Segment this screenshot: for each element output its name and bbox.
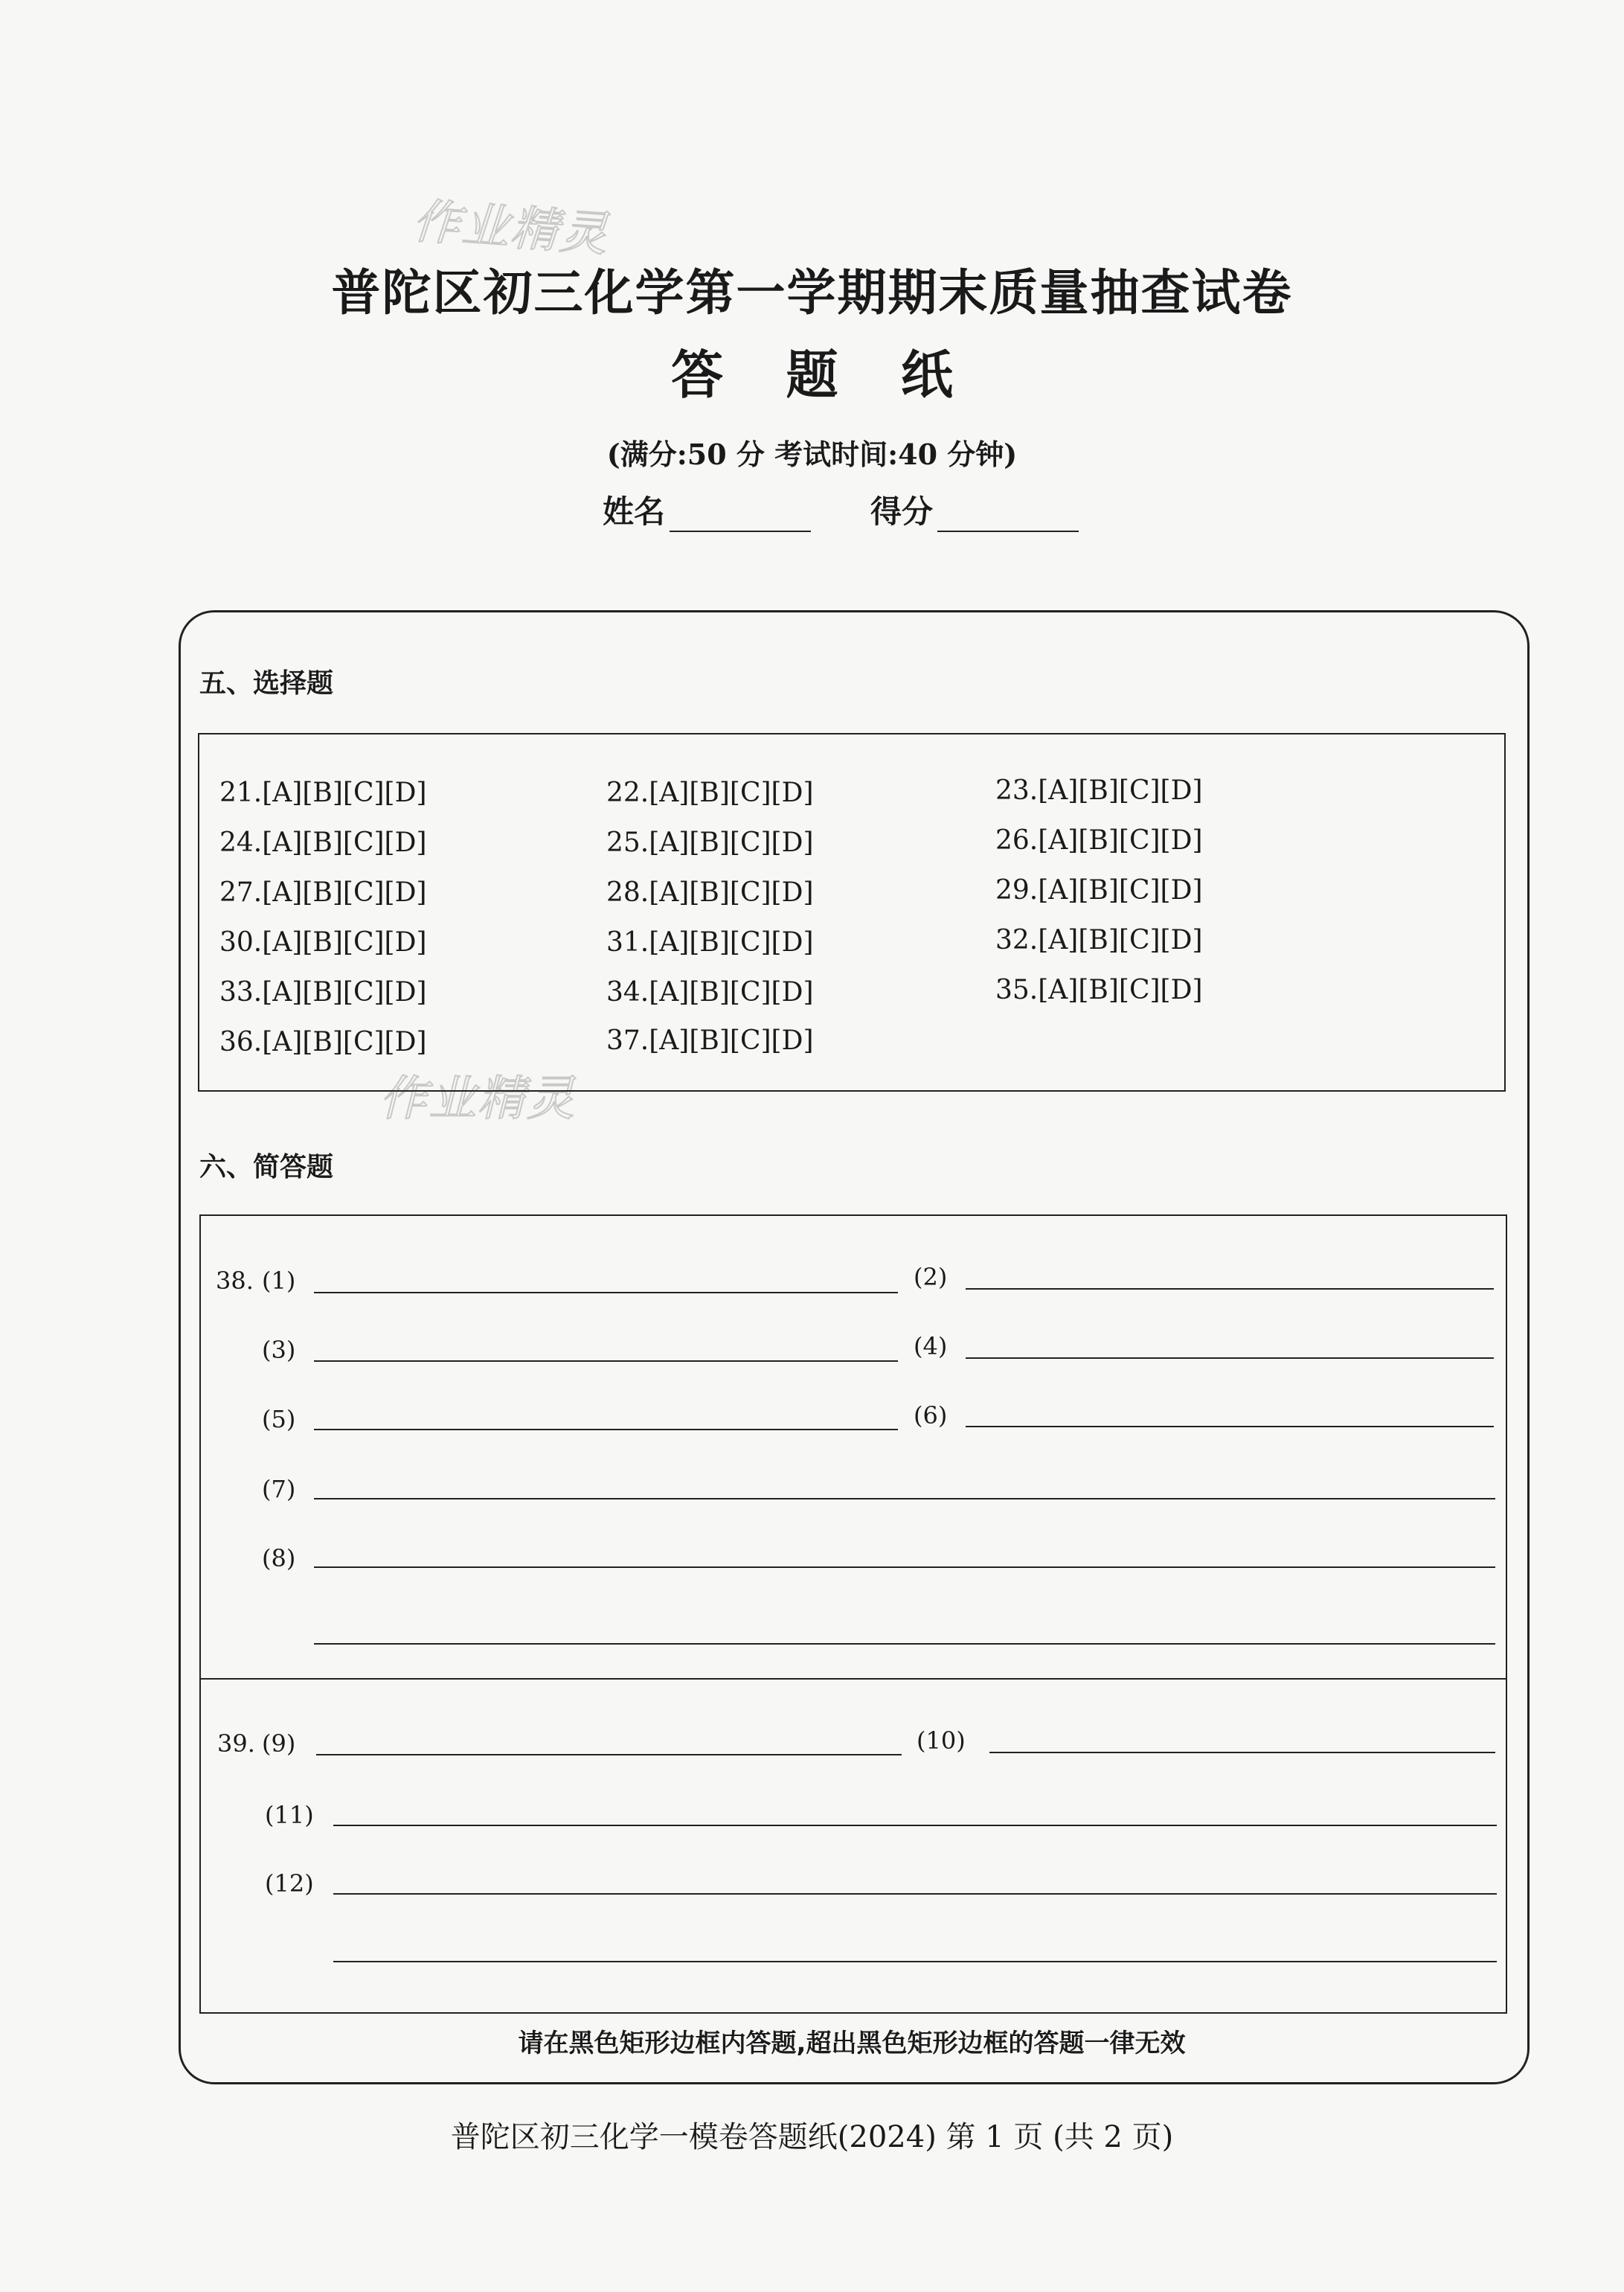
choice-question <box>606 778 814 808</box>
subtitle-char: 纸 <box>900 345 953 406</box>
choice-options[interactable]: [A][B][C][D] <box>649 1025 814 1056</box>
choice-options[interactable]: [A][B][C][D] <box>1038 925 1203 955</box>
score-blank[interactable] <box>937 501 1079 532</box>
exam-info: (满分:50 分 考试时间:40 分钟) <box>606 438 1018 471</box>
blank-label-7: (7) <box>262 1475 296 1503</box>
choice-question <box>606 927 814 958</box>
choice-question <box>995 775 1203 806</box>
section-short-answer-title: 六、简答题 <box>199 1152 334 1182</box>
question-number: 21. <box>219 778 263 808</box>
question-number: 31. <box>606 927 649 958</box>
question-number: 35. <box>995 975 1039 1005</box>
blank-label-9: (9) <box>262 1729 296 1758</box>
choice-question <box>606 828 814 858</box>
blank-label-3: (3) <box>262 1336 296 1364</box>
answer-line-12[interactable] <box>333 1893 1497 1895</box>
choice-question <box>219 1027 427 1057</box>
choice-options[interactable]: [A][B][C][D] <box>649 877 814 908</box>
choice-options[interactable]: [A][B][C][D] <box>262 927 427 958</box>
name-blank[interactable] <box>670 501 811 532</box>
name-field <box>603 487 811 532</box>
answer-line-10[interactable] <box>989 1752 1495 1753</box>
choice-options[interactable]: [A][B][C][D] <box>649 977 814 1008</box>
question-number: 30. <box>219 927 263 958</box>
watermark-top: 作业精灵 <box>411 193 611 263</box>
choice-options[interactable]: [A][B][C][D] <box>649 927 814 958</box>
question-number: 33. <box>219 977 263 1008</box>
question-38-number: 38. <box>216 1267 254 1295</box>
answer-line-1[interactable] <box>314 1292 898 1293</box>
choice-question <box>995 825 1203 856</box>
choice-question <box>219 778 427 808</box>
answer-line-12b[interactable] <box>333 1961 1497 1962</box>
blank-label-10: (10) <box>917 1726 966 1755</box>
choice-question <box>219 828 427 858</box>
choice-question <box>219 977 427 1008</box>
section-choice-title: 五、选择题 <box>199 668 334 699</box>
answer-line-4[interactable] <box>966 1357 1494 1359</box>
choice-options[interactable]: [A][B][C][D] <box>262 778 427 808</box>
question-number: 23. <box>995 775 1039 806</box>
blank-label-1: (1) <box>262 1267 296 1295</box>
answer-line-3[interactable] <box>314 1360 898 1362</box>
blank-label-11: (11) <box>265 1801 314 1829</box>
subtitle-char: 题 <box>786 345 838 406</box>
blank-label-8: (8) <box>262 1544 296 1572</box>
choice-options[interactable]: [A][B][C][D] <box>1038 825 1203 856</box>
blank-label-2: (2) <box>914 1263 948 1291</box>
question-number: 28. <box>606 877 649 908</box>
blank-label-6: (6) <box>914 1401 948 1430</box>
answer-line-9[interactable] <box>316 1754 902 1755</box>
choice-question <box>995 875 1203 906</box>
choice-options[interactable]: [A][B][C][D] <box>1038 775 1203 806</box>
choice-question <box>219 877 427 908</box>
question-divider <box>199 1678 1506 1680</box>
choice-question <box>995 925 1203 955</box>
question-number: 26. <box>995 825 1039 856</box>
answer-line-8[interactable] <box>314 1566 1495 1568</box>
watermark-middle: 作业精灵 <box>379 1072 576 1127</box>
choice-question <box>606 977 814 1008</box>
question-number: 37. <box>606 1025 649 1056</box>
choice-question <box>606 877 814 908</box>
answer-line-8b[interactable] <box>314 1643 1495 1645</box>
choice-question <box>995 975 1203 1005</box>
choice-options[interactable]: [A][B][C][D] <box>262 1027 427 1057</box>
subtitle-char: 答 <box>671 345 724 406</box>
question-39-number: 39. <box>217 1729 255 1758</box>
choice-options[interactable]: [A][B][C][D] <box>1038 975 1203 1005</box>
choice-options[interactable]: [A][B][C][D] <box>262 828 427 858</box>
question-number: 24. <box>219 828 263 858</box>
question-number: 34. <box>606 977 649 1008</box>
blank-label-12: (12) <box>265 1869 314 1898</box>
answer-line-7[interactable] <box>314 1498 1495 1499</box>
answer-line-11[interactable] <box>333 1825 1497 1826</box>
score-field <box>870 487 1079 532</box>
answer-line-2[interactable] <box>966 1288 1494 1290</box>
answer-line-6[interactable] <box>966 1426 1494 1427</box>
choice-question <box>219 927 427 958</box>
answer-notice: 请在黑色矩形边框内答题,超出黑色矩形边框的答题一律无效 <box>518 2029 1186 2058</box>
question-number: 32. <box>995 925 1039 955</box>
score-label: 得分 <box>870 493 934 530</box>
question-number: 27. <box>219 877 263 908</box>
choice-options[interactable]: [A][B][C][D] <box>262 877 427 908</box>
choice-options[interactable]: [A][B][C][D] <box>649 778 814 808</box>
page-footer: 普陀区初三化学一模卷答题纸(2024) 第 1 页 (共 2 页) <box>450 2120 1174 2154</box>
question-number: 25. <box>606 828 649 858</box>
question-number: 29. <box>995 875 1039 906</box>
choice-question <box>606 1025 814 1056</box>
choice-options[interactable]: [A][B][C][D] <box>1038 875 1203 906</box>
blank-label-5: (5) <box>262 1405 296 1433</box>
page-title: 普陀区初三化学第一学期期末质量抽查试卷 <box>331 264 1293 321</box>
name-label: 姓名 <box>603 493 666 530</box>
page-subtitle <box>0 333 1624 409</box>
question-number: 22. <box>606 778 649 808</box>
question-number: 36. <box>219 1027 263 1057</box>
answer-line-5[interactable] <box>314 1429 898 1430</box>
blank-label-4: (4) <box>914 1332 948 1360</box>
choice-options[interactable]: [A][B][C][D] <box>262 977 427 1008</box>
choice-options[interactable]: [A][B][C][D] <box>649 828 814 858</box>
